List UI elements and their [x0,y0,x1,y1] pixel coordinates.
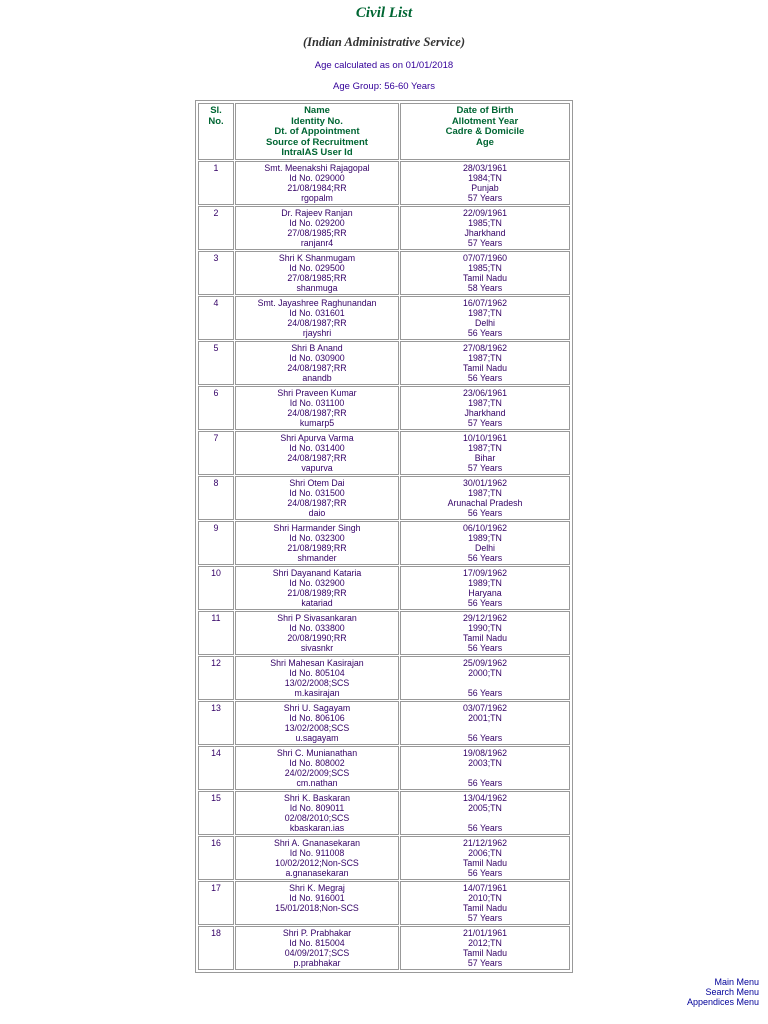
officer-name: Shri Dayanand Kataria [272,567,362,578]
birth-cell [400,701,570,745]
appointment-source: 21/08/1989;RR [287,543,347,554]
date-of-birth: 14/07/1961 [462,882,508,893]
officer-cell [235,881,399,925]
age: 56 Years [467,328,503,339]
service-subtitle: (Indian Administrative Service) [302,35,466,49]
appointment-source: 04/09/2017;SCS [284,948,350,959]
appointment-source: 20/08/1990;RR [287,633,347,644]
allotment-year: 1987;TN [468,308,502,319]
officer-cell [235,611,399,655]
intraias-user-id: cm.nathan [296,778,338,789]
intraias-user-id: vapurva [301,463,333,474]
search-menu-link[interactable]: Search Menu [705,987,759,997]
intraias-user-id: u.sagayam [295,733,339,744]
birth-cell [400,791,570,835]
officer-name: Shri K Shanmugam [278,252,356,263]
appointment-source: 24/02/2009;SCS [284,768,350,779]
allotment-year: 1985;TN [468,218,502,229]
table-row [198,431,570,475]
date-of-birth: 28/03/1961 [462,162,508,173]
appointment-source: 27/08/1985;RR [287,273,347,284]
officer-name: Shri P. Prabhakar [282,927,352,938]
table-row [198,476,570,520]
intraias-user-id: shmander [297,553,337,564]
sl-no-cell: 17 [198,881,234,925]
sl-no-cell: 9 [198,521,234,565]
birth-cell [400,926,570,970]
date-of-birth: 17/09/1962 [462,567,508,578]
sl-no-cell: 12 [198,656,234,700]
officer-cell [235,431,399,475]
intraias-user-id: p.prabhakar [293,958,341,969]
birth-cell [400,566,570,610]
birth-cell [400,341,570,385]
table-row [198,881,570,925]
birth-cell [400,881,570,925]
identity-no: Id No. 031400 [289,443,345,454]
age: 56 Years [467,373,503,384]
header-date-of-birth: Date of Birth Allotment Year Cadre & Domicile Age [400,103,570,160]
age: 57 Years [467,238,503,249]
date-of-birth: 22/09/1961 [462,207,508,218]
allotment-year: 2001;TN [468,713,502,724]
appointment-source: 21/08/1984;RR [287,183,347,194]
table-row [198,836,570,880]
birth-cell [400,161,570,205]
identity-no: Id No. 031601 [289,308,345,319]
appointment-source: 24/08/1987;RR [287,408,347,419]
intraias-user-id: anandb [302,373,332,384]
appointment-source: 24/08/1987;RR [287,453,347,464]
table-row [198,701,570,745]
officer-name: Shri K. Baskaran [283,792,350,803]
age: 56 Years [467,868,503,879]
sl-no-cell: 4 [198,296,234,340]
sl-no-cell: 15 [198,791,234,835]
allotment-year: 1989;TN [468,578,502,589]
table-row [198,386,570,430]
date-of-birth: 27/08/1962 [462,342,508,353]
age: 57 Years [467,958,503,969]
allotment-year: 1990;TN [468,623,502,634]
birth-cell [400,251,570,295]
officer-name: Shri Praveen Kumar [277,387,357,398]
table-row [198,566,570,610]
table-row [198,251,570,295]
officer-name: Shri U. Sagayam [283,702,351,713]
officer-cell [235,161,399,205]
identity-no: Id No. 030900 [289,353,345,364]
age: 56 Years [467,508,503,519]
date-of-birth: 16/07/1962 [462,297,508,308]
allotment-year: 1984;TN [468,173,502,184]
sl-no-cell: 8 [198,476,234,520]
identity-no: Id No. 805104 [289,668,345,679]
cadre-domicile: Delhi [474,318,496,329]
cadre-domicile: Jharkhand [464,228,506,239]
allotment-year: 1985;TN [468,263,502,274]
sl-no-cell: 5 [198,341,234,385]
table-row [198,746,570,790]
identity-no: Id No. 029000 [289,173,345,184]
officer-cell [235,656,399,700]
officer-name: Shri K. Megraj [289,882,345,893]
table-row [198,161,570,205]
age: 57 Years [467,418,503,429]
date-of-birth: 06/10/1962 [462,522,508,533]
appointment-source: 24/08/1987;RR [287,318,347,329]
intraias-user-id: sivasnkr [300,643,334,654]
age-group-note: Age Group: 56-60 Years [333,81,435,92]
allotment-year: 2010;TN [468,893,502,904]
table-row [198,611,570,655]
allotment-year: 1989;TN [468,533,502,544]
appointment-source: 15/01/2018;Non-SCS [275,903,359,914]
cadre-domicile: Tamil Nadu [462,633,507,644]
sl-no-cell: 10 [198,566,234,610]
identity-no: Id No. 815004 [289,938,345,949]
intraias-user-id: a.gnanasekaran [285,868,349,879]
cadre-domicile: Haryana [468,588,502,599]
officer-cell [235,566,399,610]
sl-no-cell: 7 [198,431,234,475]
officer-cell [235,701,399,745]
officer-name: Smt. Jayashree Raghunandan [257,297,377,308]
sl-no-cell: 2 [198,206,234,250]
table-row [198,791,570,835]
age: 56 Years [467,823,503,834]
age: 56 Years [467,688,503,699]
age: 56 Years [467,733,503,744]
birth-cell [400,296,570,340]
date-of-birth: 19/08/1962 [462,747,508,758]
identity-no: Id No. 031500 [289,488,345,499]
intraias-user-id: rgopalm [301,193,333,204]
cadre-domicile: Tamil Nadu [462,363,507,374]
identity-no: Id No. 031100 [289,398,345,409]
intraias-user-id: daio [308,508,326,519]
officer-name: Shri Mahesan Kasirajan [270,657,364,668]
sl-no-cell: 3 [198,251,234,295]
page-title: Civil List [355,5,413,21]
appointment-source: 24/08/1987;RR [287,498,347,509]
age: 57 Years [467,913,503,924]
sl-no-cell: 1 [198,161,234,205]
birth-cell [400,656,570,700]
intraias-user-id: shanmuga [296,283,338,294]
intraias-user-id: m.kasirajan [294,688,340,699]
cadre-domicile: Tamil Nadu [462,903,507,914]
officer-cell [235,341,399,385]
identity-no: Id No. 806106 [289,713,345,724]
officer-cell [235,521,399,565]
appointment-source: 13/02/2008;SCS [284,723,350,734]
date-of-birth: 13/04/1962 [462,792,508,803]
table-row [198,206,570,250]
appointment-source: 02/08/2010;SCS [284,813,350,824]
table-row [198,521,570,565]
officer-cell [235,836,399,880]
intraias-user-id: ranjanr4 [300,238,334,249]
officer-cell [235,746,399,790]
table-row [198,341,570,385]
officer-name: Shri C. Munianathan [276,747,358,758]
appointment-source: 13/02/2008;SCS [284,678,350,689]
cadre-domicile: Delhi [474,543,496,554]
date-of-birth: 03/07/1962 [462,702,508,713]
cadre-domicile: Arunachal Pradesh [447,498,523,509]
identity-no: Id No. 029500 [289,263,345,274]
officer-cell [235,206,399,250]
identity-no: Id No. 808002 [289,758,345,769]
officer-name: Shri B Anand [291,342,343,353]
birth-cell [400,746,570,790]
officer-cell [235,386,399,430]
age: 56 Years [467,553,503,564]
intraias-user-id: rjayshri [302,328,332,339]
intraias-user-id: kbaskaran.ias [289,823,345,834]
date-of-birth: 07/07/1960 [462,252,508,263]
civil-list-table [197,102,571,971]
table-row [198,296,570,340]
sl-no-cell: 11 [198,611,234,655]
identity-no: Id No. 029200 [289,218,345,229]
officer-cell [235,926,399,970]
officer-name: Dr. Rajeev Ranjan [281,207,353,218]
officer-name: Shri Harmander Singh [273,522,361,533]
birth-cell [400,431,570,475]
appendices-menu-link[interactable]: Appendices Menu [686,997,759,1007]
table-header-row [198,103,570,160]
identity-no: Id No. 911008 [289,848,345,859]
header-sl-no: Sl. No. [198,103,234,160]
cadre-domicile: Tamil Nadu [462,948,507,959]
cadre-domicile: Jharkhand [464,408,506,419]
identity-no: Id No. 032300 [289,533,345,544]
officer-name: Shri A. Gnanasekaran [273,837,361,848]
officer-name: Shri Otem Dai [289,477,345,488]
date-of-birth: 23/06/1961 [462,387,508,398]
officer-name: Shri P Sivasankaran [277,612,357,623]
sl-no-cell: 14 [198,746,234,790]
officer-name: Smt. Meenakshi Rajagopal [264,162,370,173]
age: 58 Years [467,283,503,294]
birth-cell [400,386,570,430]
officer-cell [235,251,399,295]
age: 56 Years [467,643,503,654]
appointment-source: 24/08/1987;RR [287,363,347,374]
officer-cell [235,791,399,835]
cadre-domicile: Punjab [471,183,499,194]
age: 57 Years [467,463,503,474]
allotment-year: 1987;TN [468,488,502,499]
date-of-birth: 30/01/1962 [462,477,508,488]
birth-cell [400,521,570,565]
intraias-user-id: katariad [301,598,333,609]
identity-no: Id No. 032900 [289,578,345,589]
identity-no: Id No. 033800 [289,623,345,634]
age-calculated-note: Age calculated as on 01/01/2018 [314,60,454,71]
header-name: Name Identity No. Dt. of Appointment Source of Recruitment IntraIAS User Id [235,103,399,160]
table-row [198,926,570,970]
allotment-year: 2000;TN [468,668,502,679]
cadre-domicile: Bihar [474,453,496,464]
allotment-year: 1987;TN [468,398,502,409]
table-body [198,161,570,970]
age: 56 Years [467,778,503,789]
allotment-year: 1987;TN [468,443,502,454]
identity-no: Id No. 809011 [289,803,345,814]
age: 56 Years [467,598,503,609]
civil-list-table-frame [195,100,573,973]
date-of-birth: 21/01/1961 [462,927,508,938]
sl-no-cell: 13 [198,701,234,745]
birth-cell [400,836,570,880]
birth-cell [400,206,570,250]
date-of-birth: 21/12/1962 [462,837,508,848]
date-of-birth: 29/12/1962 [462,612,508,623]
date-of-birth: 25/09/1962 [462,657,508,668]
birth-cell [400,476,570,520]
appointment-source: 27/08/1985;RR [287,228,347,239]
sl-no-cell: 6 [198,386,234,430]
allotment-year: 2003;TN [468,758,502,769]
sl-no-cell: 16 [198,836,234,880]
allotment-year: 2005;TN [468,803,502,814]
cadre-domicile: Tamil Nadu [462,858,507,869]
sl-no-cell: 18 [198,926,234,970]
officer-name: Shri Apurva Varma [280,432,354,443]
allotment-year: 2012;TN [468,938,502,949]
allotment-year: 2006;TN [468,848,502,859]
date-of-birth: 10/10/1961 [462,432,508,443]
cadre-domicile: Tamil Nadu [462,273,507,284]
birth-cell [400,611,570,655]
officer-cell [235,476,399,520]
main-menu-link[interactable]: Main Menu [714,977,759,987]
table-row [198,656,570,700]
appointment-source: 21/08/1989;RR [287,588,347,599]
appointment-source: 10/02/2012;Non-SCS [275,858,359,869]
identity-no: Id No. 916001 [289,893,345,904]
intraias-user-id: kumarp5 [299,418,335,429]
officer-cell [235,296,399,340]
age: 57 Years [467,193,503,204]
allotment-year: 1987;TN [468,353,502,364]
